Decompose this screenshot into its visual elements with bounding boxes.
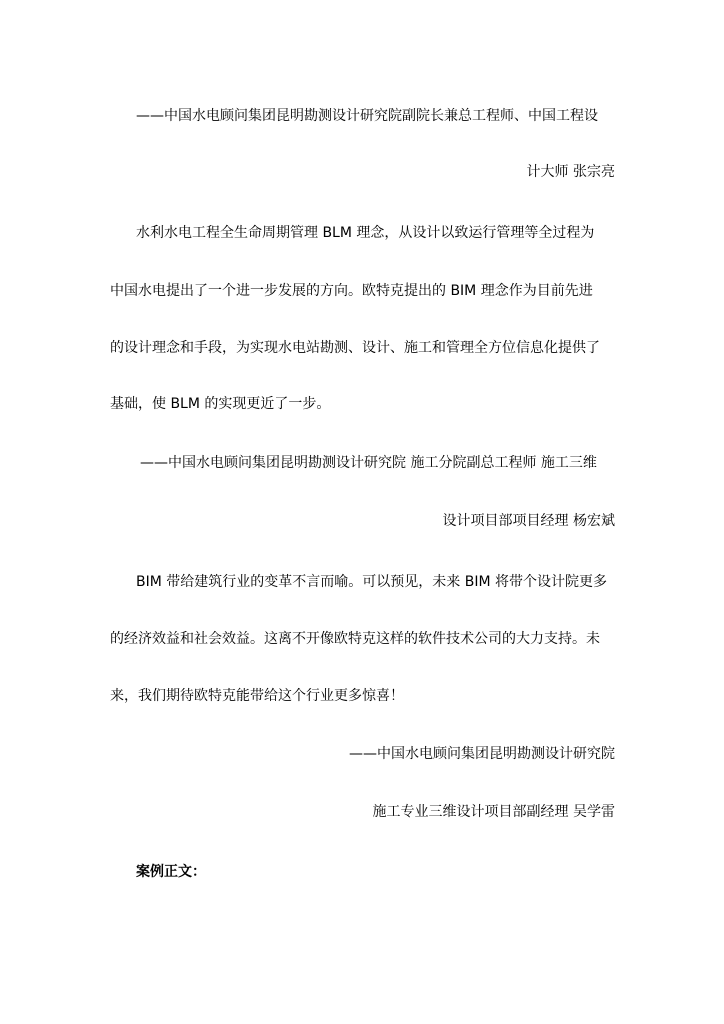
quote2-paragraph-line: 基础，使 BLM 的实现更近了一步。 [110, 396, 331, 412]
quote3-attribution-line1: ——中国水电顾问集团昆明勘测设计研究院 [349, 746, 615, 762]
quote1-attribution-line2: 计大师 张宗亮 [526, 164, 615, 180]
quote2-attribution-line1: ——中国水电顾问集团昆明勘测设计研究院 施工分院副总工程师 施工三维 [140, 455, 597, 471]
quote2-paragraph-line: 水利水电工程全生命周期管理 BLM 理念，从设计以致运行管理等全过程为 [136, 225, 595, 241]
quote2-paragraph-line: 中国水电提出了一个进一步发展的方向。欧特克提出的 BIM 理念作为目前先进 [110, 283, 593, 299]
quote3-paragraph-line: 来，我们期待欧特克能带给这个行业更多惊喜！ [110, 688, 404, 704]
quote3-attribution-line2: 施工专业三维设计项目部副经理 吴学雷 [372, 804, 615, 820]
quote2-attribution-line2: 设计项目部项目经理 杨宏斌 [442, 513, 615, 529]
quote1-attribution-line1: ——中国水电顾问集团昆明勘测设计研究院副院长兼总工程师、中国工程设 [136, 108, 598, 124]
quote3-paragraph-line: 的经济效益和社会效益。这离不开像欧特克这样的软件技术公司的大力支持。未 [110, 631, 600, 647]
quote2-paragraph-line: 的设计理念和手段，为实现水电站勘测、设计、施工和管理全方位信息化提供了 [110, 340, 600, 356]
quote3-paragraph-line: BIM 带给建筑行业的变革不言而喻。可以预见，未来 BIM 将带个设计院更多 [136, 574, 607, 590]
section-heading: 案例正文： [136, 864, 206, 880]
